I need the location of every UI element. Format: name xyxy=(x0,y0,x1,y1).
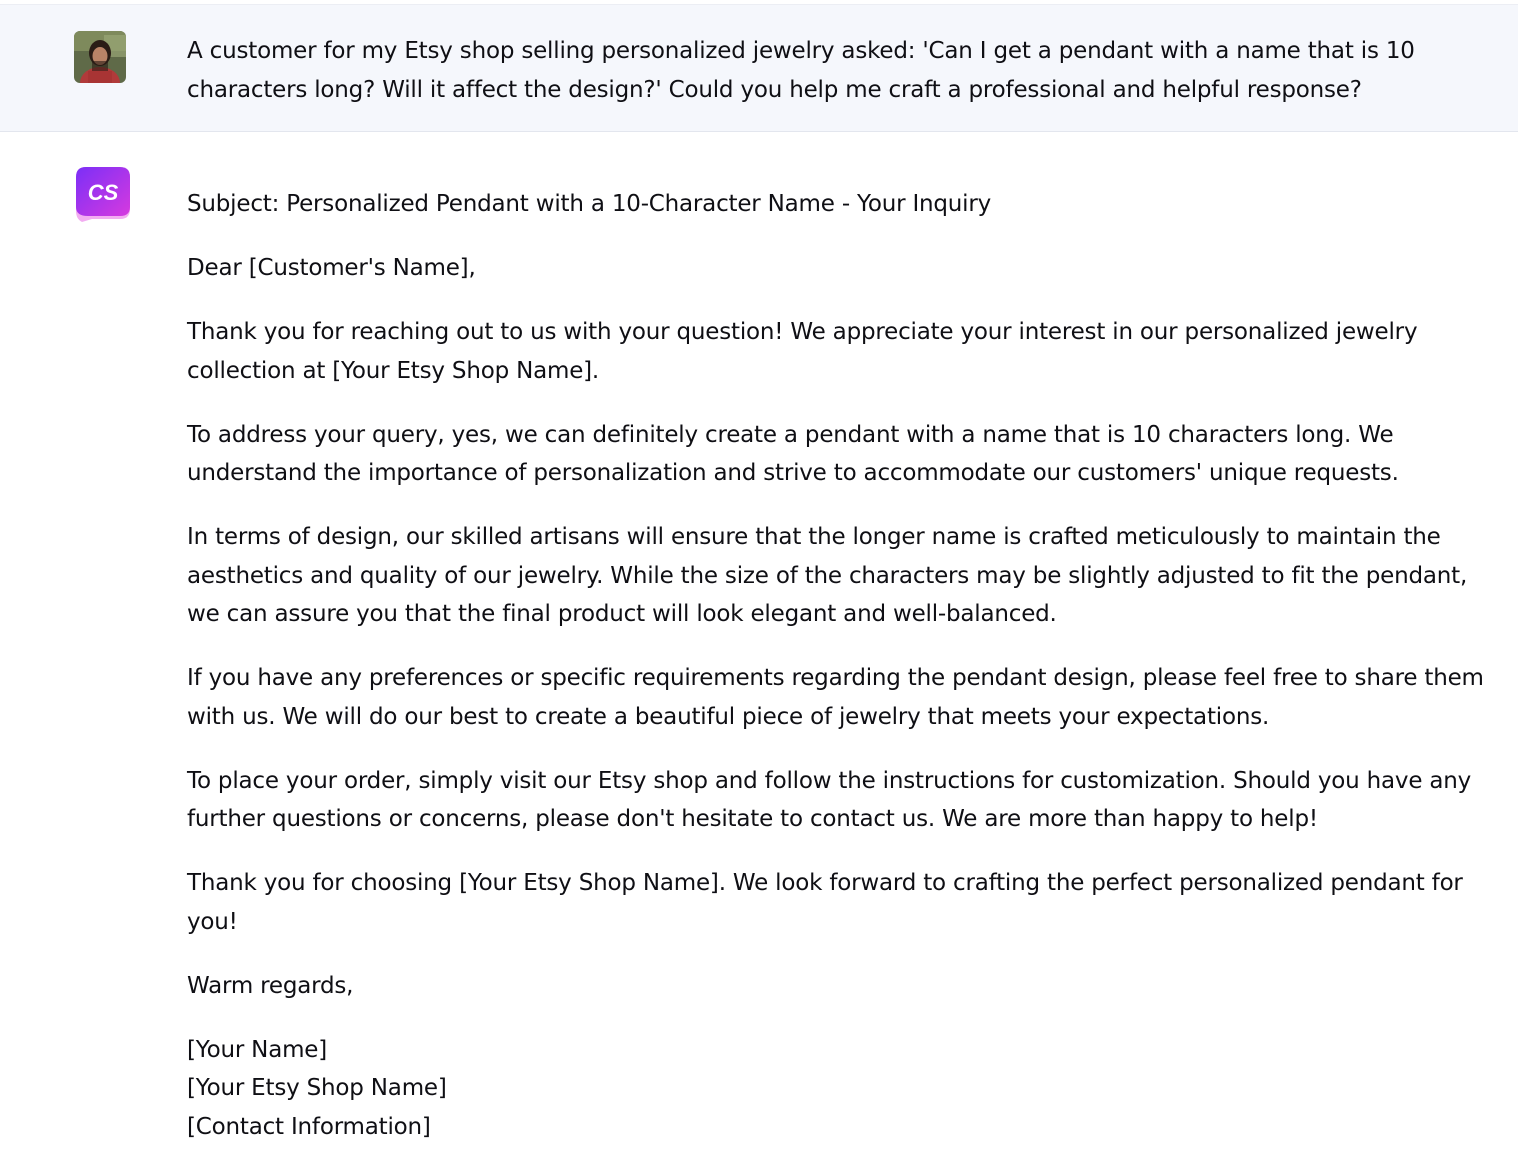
email-paragraph: In terms of design, our skilled artisans will ensure that the longer name is crafted meticulously to maintain the aesthetics and quality of our jewelry. While the size of the characters may be slightly adjusted to fit the pendant, we can assure you that the final product will look elegant and well-balanced. xyxy=(187,524,1468,627)
email-paragraph: If you have any preferences or specific requirements regarding the pendant design, please feel free to share them with us. We will do our best to create a beautiful piece of jewelry that meets your expectations. xyxy=(187,665,1484,730)
user-photo-icon xyxy=(74,31,126,83)
email-paragraph: Thank you for reaching out to us with your question! We appreciate your interest in our personalized jewelry collection at [Your Etsy Shop Name]. xyxy=(187,319,1418,384)
email-subject: Subject: Personalized Pendant with a 10-Character Name - Your Inquiry xyxy=(187,191,992,217)
email-paragraph: To place your order, simply visit our Etsy shop and follow the instructions for customization. Should you have any further questions or concerns, please don't hesitate to contact us. We are more than happy to help! xyxy=(187,767,1472,832)
email-signature xyxy=(187,1031,1487,1147)
user-avatar xyxy=(74,31,126,83)
email-paragraph: To address your query, yes, we can definitely create a pendant with a name that is 10 characters long. We understand the importance of personalization and strive to accommodate our customers' unique requests. xyxy=(187,421,1399,486)
email-closing: Warm regards, xyxy=(187,972,354,999)
signature-contact: [Contact Information] xyxy=(187,1113,431,1140)
email-greeting: Dear [Customer's Name], xyxy=(187,255,476,281)
signature-name: [Your Name] xyxy=(187,1036,328,1063)
cs-logo-label: CS xyxy=(87,180,119,205)
user-message-text: A customer for my Etsy shop selling personalized jewelry asked: 'Can I get a pendant with a name that is 10 characters long? Will it affect the design?' Could you help me craft a professional and helpful response? xyxy=(187,38,1415,103)
cs-logo-icon xyxy=(76,167,130,222)
email-paragraph: Thank you for choosing [Your Etsy Shop Name]. We look forward to crafting the perfect personalized pendant for you! xyxy=(187,870,1463,935)
user-message xyxy=(0,4,1518,132)
signature-shop: [Your Etsy Shop Name] xyxy=(187,1075,447,1101)
assistant-avatar xyxy=(76,167,130,222)
assistant-message xyxy=(187,185,1487,1146)
